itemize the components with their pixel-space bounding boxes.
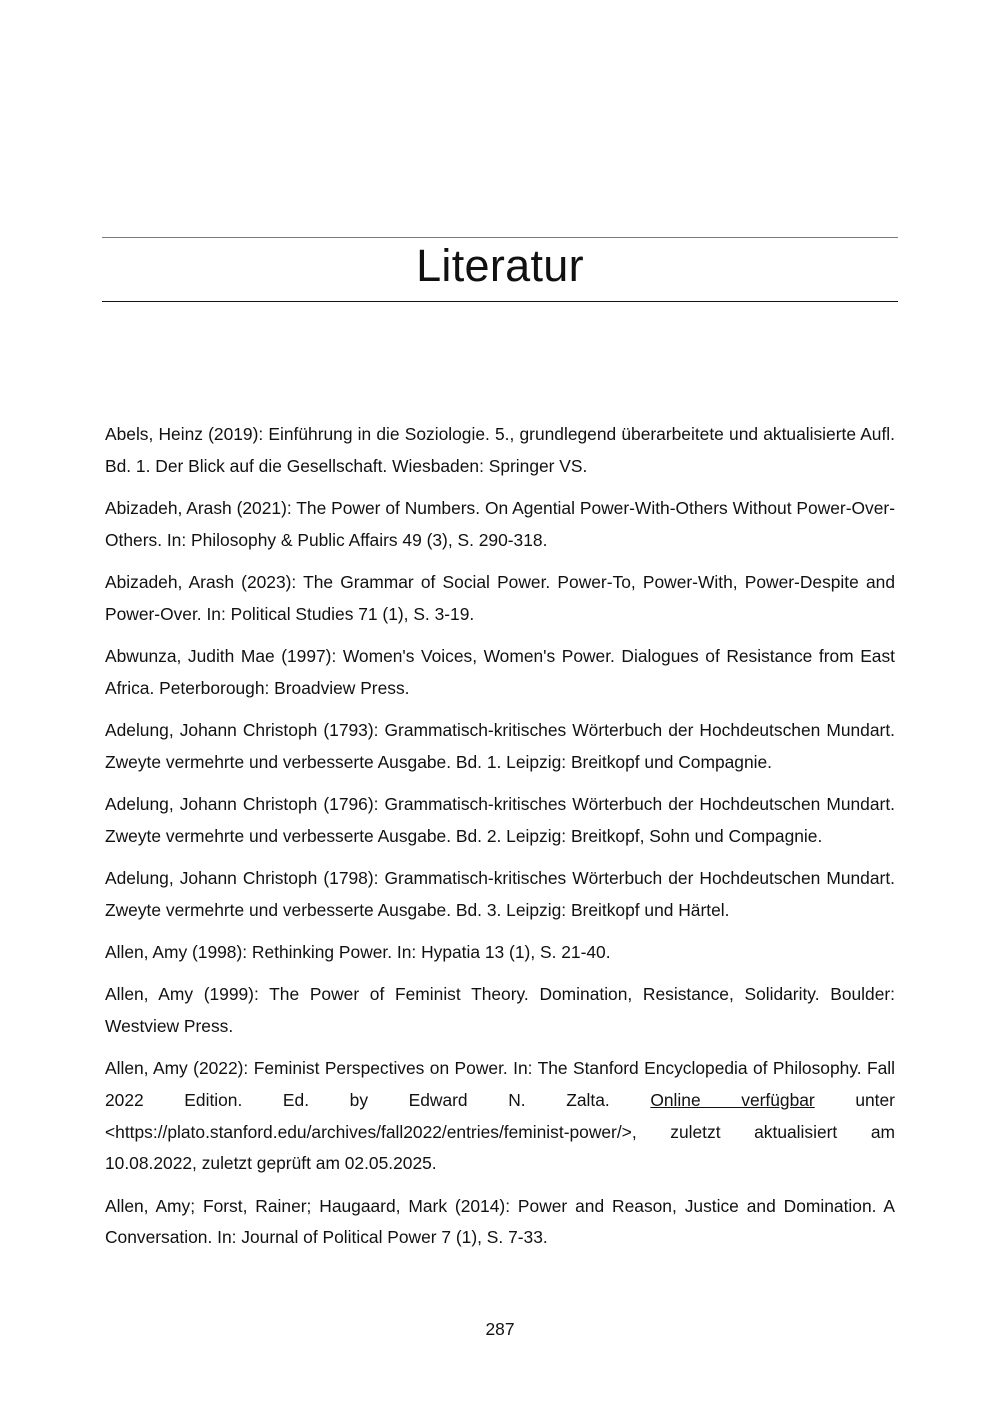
bibliography-entry: Abels, Heinz (2019): Einführung in die Soziologie. 5., grundlegend überarbeitete und aktualisierte Aufl. Bd. 1. Der Blick auf die Gesellschaft. Wiesbaden: Springer VS. xyxy=(105,424,895,476)
online-available-link[interactable]: Online verfügbar xyxy=(650,1089,815,1110)
bibliography-entry: Adelung, Johann Christoph (1798): Grammatisch-kritisches Wörterbuch der Hochdeutschen Mundart. Zweyte vermehrte und verbesserte Ausgabe. Bd. 3. Leipzig: Breitkopf und Härtel. xyxy=(105,867,895,920)
bibliography-entry: Abizadeh, Arash (2023): The Grammar of Social Power. Power-To, Power-With, Power-Despite and Power-Over. In: Political Studies 71 (1), S. 3-19. xyxy=(105,571,895,624)
bibliography-list xyxy=(105,419,895,1265)
bibliography-entry: Allen, Amy (1998): Rethinking Power. In: Hypatia 13 (1), S. 21-40. xyxy=(105,941,611,962)
bibliography-entry-online xyxy=(105,1053,895,1180)
page-number: 287 xyxy=(485,1319,515,1339)
chapter-heading-block xyxy=(102,237,898,302)
entry-text-after-link: unter <https://plato.stanford.edu/archives/fall2022/entries/feminist-power/>, zuletzt aktualisiert am 10.08.2022, zuletzt geprüft am 02.05.2025. xyxy=(105,1089,895,1174)
bibliography-entry: Allen, Amy (1999): The Power of Feminist Theory. Domination, Resistance, Solidarity. Boulder: Westview Press. xyxy=(105,984,895,1036)
entry-text-before-link: Allen, Amy (2022): Feminist Perspectives on Power. In: The Stanford Encyclopedia of Philosophy. Fall 2022 Edition. Ed. by Edward N. Zalta. xyxy=(105,1058,895,1110)
chapter-title: Literatur xyxy=(416,240,584,291)
bibliography-entry: Adelung, Johann Christoph (1793): Grammatisch-kritisches Wörterbuch der Hochdeutschen Mundart. Zweyte vermehrte und verbesserte Ausgabe. Bd. 1. Leipzig: Breitkopf und Compagnie. xyxy=(105,719,895,772)
bibliography-entry: Allen, Amy; Forst, Rainer; Haugaard, Mark (2014): Power and Reason, Justice and Domination. A Conversation. In: Journal of Political Power 7 (1), S. 7-33. xyxy=(105,1195,895,1248)
bibliography-entry: Abwunza, Judith Mae (1997): Women's Voices, Women's Power. Dialogues of Resistance from East Africa. Peterborough: Broadview Press. xyxy=(105,645,895,698)
bibliography-entry: Abizadeh, Arash (2021): The Power of Numbers. On Agential Power-With-Others Without Power-Over-Others. In: Philosophy & Public Affairs 49 (3), S. 290-318. xyxy=(105,497,895,550)
bibliography-entry: Adelung, Johann Christoph (1796): Grammatisch-kritisches Wörterbuch der Hochdeutschen Mundart. Zweyte vermehrte und verbesserte Ausgabe. Bd. 2. Leipzig: Breitkopf, Sohn und Compagnie. xyxy=(105,793,895,846)
